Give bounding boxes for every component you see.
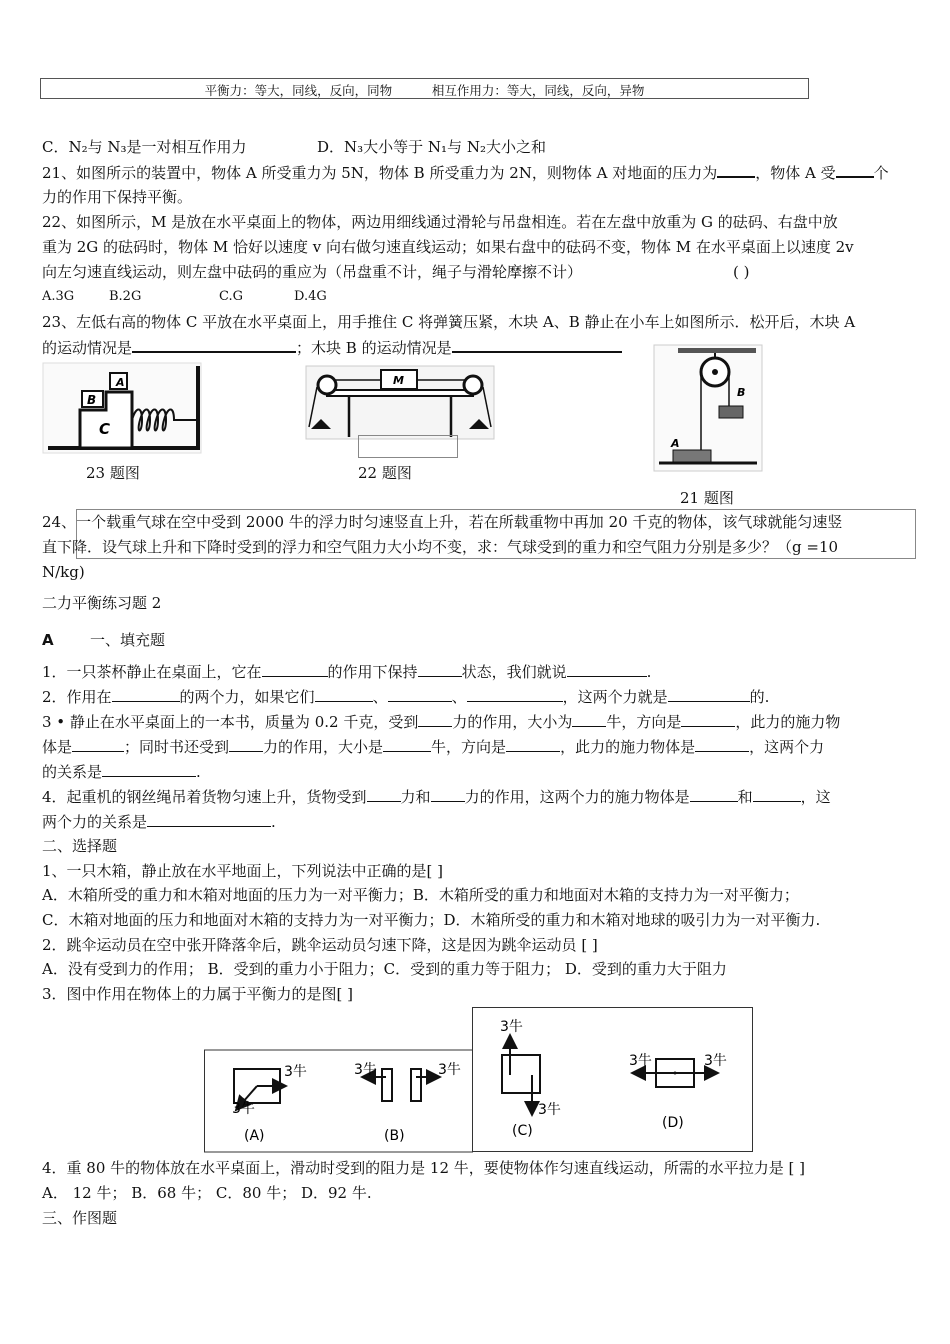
- q21-text-a: 21、如图所示的装置中，物体 A 所受重力为 5N，物体 B 所受重力为 2N，则物体 A 对地面的压力为: [42, 164, 718, 182]
- fill-q1-blank-3[interactable]: [567, 662, 647, 677]
- fill-q3-blank-7[interactable]: [506, 737, 560, 752]
- q23-text-b: ；木块 B 的运动情况是: [296, 339, 452, 357]
- fig23-label-a: A: [116, 376, 125, 389]
- fill-q1-blank-1[interactable]: [262, 662, 328, 677]
- fill-q3-text-g: 力的作用，大小是: [263, 738, 384, 756]
- q22-option-c: C.G: [219, 289, 244, 304]
- fill-q1-text-a: 1．一只茶杯静止在桌面上，它在: [42, 663, 262, 681]
- fig21-caption: 21 题图: [680, 489, 734, 507]
- q21-line1: [42, 162, 889, 183]
- fig22-pulley-left: [318, 376, 336, 394]
- fill-q3-blank-3[interactable]: [681, 712, 735, 727]
- fill-q4-line1: [42, 787, 831, 807]
- force-d-label-2: 3牛: [704, 1053, 727, 1069]
- q23-blank-a[interactable]: [132, 337, 296, 353]
- q20-option-d: D．N₃大小等于 N₁与 N₂大小之和: [317, 138, 546, 156]
- force-figure: [204, 1007, 754, 1153]
- force-c-label-2: 3牛: [538, 1102, 561, 1118]
- fill-q4-blank-2[interactable]: [431, 787, 465, 802]
- fill-q2-text-c: 、: [372, 688, 388, 706]
- fill-q3-blank-1[interactable]: [418, 712, 452, 727]
- q22-option-b: B.2G: [109, 289, 142, 304]
- choice-q1-ab: A．木箱所受的重力和木箱对地面的压力为一对平衡力；B．木箱所受的重力和地面对木箱的支持力为一对平衡力；: [42, 886, 799, 904]
- fig22-label-box: [358, 435, 458, 458]
- q21-blank-forces[interactable]: [836, 162, 874, 178]
- fill-q1-text-d: .: [646, 663, 652, 681]
- fill-q3-blank-9[interactable]: [102, 762, 196, 777]
- q22-bracket: ( ): [733, 263, 750, 281]
- choice-q4: 4．重 80 牛的物体放在水平桌面上，滑动时受到的阻力是 12 牛，要使物体作匀速直线运动，所需的水平拉力是 [ ]: [42, 1159, 806, 1177]
- fill-q3-blank-5[interactable]: [229, 737, 263, 752]
- fig23-label-b: B: [87, 393, 97, 407]
- fig22-pulley-right: [464, 376, 482, 394]
- fill-q4-blank-3[interactable]: [690, 787, 738, 802]
- fill-q1: [42, 662, 651, 682]
- force-d-label-1: 3牛: [629, 1053, 652, 1069]
- fill-q3-text-c: 牛，方向是: [606, 713, 682, 731]
- choice-q1: 1、一只木箱，静止放在水平地面上，下列说法中正确的是[ ]: [42, 862, 444, 880]
- fill-q4-blank-4[interactable]: [753, 787, 801, 802]
- fill-q2-blank-5[interactable]: [668, 687, 750, 702]
- fill-q3-line2: [42, 737, 824, 757]
- fill-q4-text-g: .: [271, 813, 276, 831]
- fig22-label-m: M: [393, 374, 404, 387]
- q21-blank-pressure[interactable]: [717, 162, 755, 178]
- fill-q3-line1: [42, 712, 840, 732]
- fill-q2-blank-4[interactable]: [467, 687, 563, 702]
- fill-q3-blank-4[interactable]: [72, 737, 124, 752]
- fill-q3-blank-8[interactable]: [695, 737, 749, 752]
- force-b-label-1: 3牛: [354, 1062, 377, 1078]
- fill-q2-blank-2[interactable]: [315, 687, 373, 702]
- fill-q4-text-e: ，这: [800, 788, 831, 806]
- force-a-label-1: 3牛: [284, 1064, 307, 1080]
- fill-q3-text-d: ，此力的施力物: [735, 713, 841, 731]
- q21-line2: 力的作用下保持平衡。: [42, 188, 193, 206]
- q22-line1: 22、如图所示，M 是放在水平桌面上的物体，两边用细线通过滑轮与吊盘相连。若在左盘中放重为 G 的砝码、右盘中放: [42, 213, 838, 231]
- fig21-label-a: A: [671, 437, 680, 450]
- choice-q2: 2．跳伞运动员在空中张开降落伞后，跳伞运动员匀速下降，这是因为跳伞运动员 [ ]: [42, 936, 598, 954]
- q22-line3: 向左匀速直线运动，则左盘中砝码的重应为（吊盘重不计，绳子与滑轮摩擦不计）: [42, 263, 583, 281]
- fill-q2-blank-1[interactable]: [112, 687, 180, 702]
- choice-title: 二、选择题: [42, 837, 118, 855]
- force-b-label-2: 3牛: [438, 1062, 461, 1078]
- fill-q4-blank-5[interactable]: [147, 812, 271, 827]
- fill-q1-blank-2[interactable]: [418, 662, 462, 677]
- q23-text-a: 的运动情况是: [42, 339, 133, 357]
- q24-line3: N/kg): [42, 563, 85, 581]
- q21-text-c: 个: [873, 164, 889, 182]
- part-a-letter: A: [42, 631, 54, 649]
- fill-q4-line2: [42, 812, 276, 832]
- fig21-block-b: [719, 406, 743, 418]
- fill-q3-text-f: ；同时书还受到: [124, 738, 230, 756]
- caption-d: (D): [662, 1115, 684, 1131]
- fill-q3-text-h: 牛，方向是: [431, 738, 507, 756]
- q22-line2: 重为 2G 的砝码时，物体 M 恰好以速度 v 向右做匀速直线运动；如果右盘中的砝码不变，物体 M 在水平桌面上以速度 2v: [42, 238, 854, 256]
- choice-q4-opts: A． 12 牛； B．68 牛； C．80 牛； D．92 牛.: [42, 1184, 372, 1202]
- fig21-block-a: [673, 450, 711, 462]
- q23-line1: 23、左低右高的物体 C 平放在水平桌面上，用手推住 C 将弹簧压紧，木块 A、B 静止在小车上如图所示．松开后，木块 A: [42, 313, 856, 331]
- fill-q4-blank-1[interactable]: [367, 787, 401, 802]
- caption-c: (C): [512, 1123, 533, 1139]
- choice-q2-opts: A．没有受到力的作用； B．受到的重力小于阻力；C．受到的重力等于阻力； D．受到的重力大于阻力: [42, 960, 727, 978]
- fill-q4-text-c: 力的作用，这两个力的施力物体是: [464, 788, 690, 806]
- section2-title: 二力平衡练习题 2: [42, 594, 162, 612]
- fill-q2: [42, 687, 769, 707]
- summary-box: [40, 78, 809, 99]
- q24-line2: 直下降．设气球上升和下降时受到的浮力和空气阻力大小均不变，求：气球受到的重力和空气阻力分别是多少？（g =10: [42, 538, 839, 556]
- section3-title: 三、作图题: [42, 1209, 118, 1227]
- figure-22: [305, 365, 495, 440]
- figure-23: [42, 362, 202, 454]
- caption-b: (B): [384, 1128, 405, 1144]
- fill-q3-text-a: 3 • 静止在水平桌面上的一本书，质量为 0.2 千克，受到: [42, 713, 419, 731]
- fig23-caption: 23 题图: [86, 464, 140, 482]
- q24-line1: 24、一个载重气球在空中受到 2000 牛的浮力时匀速竖直上升，若在所载重物中再加 20 千克的物体，该气球就能匀速竖: [42, 513, 843, 531]
- fill-q2-text-a: 2．作用在: [42, 688, 112, 706]
- fill-q3-line3: [42, 762, 201, 782]
- fill-q2-blank-3[interactable]: [388, 687, 452, 702]
- fill-q2-text-f: 的.: [749, 688, 770, 706]
- q22-option-d: D.4G: [294, 289, 327, 304]
- fig22-caption: 22 题图: [358, 464, 412, 482]
- figure-21: [653, 344, 763, 472]
- fill-q3-blank-6[interactable]: [383, 737, 431, 752]
- caption-a: (A): [244, 1128, 265, 1144]
- force-a-label-2: 3牛: [232, 1101, 255, 1117]
- choice-q1-cd: C．木箱对地面的压力和地面对木箱的支持力为一对平衡力；D．木箱所受的重力和木箱对地球的吸引力为一对平衡力.: [42, 911, 821, 929]
- force-c-label-1: 3牛: [500, 1019, 523, 1035]
- fill-q3-text-k: 的关系是: [42, 763, 103, 781]
- fill-q4-text-f: 两个力的关系是: [42, 813, 148, 831]
- fill-q1-text-c: 状态，我们就说: [461, 663, 567, 681]
- q23-blank-b[interactable]: [452, 337, 622, 353]
- fill-q3-text-j: ，这两个力: [749, 738, 825, 756]
- fill-q3-blank-2[interactable]: [572, 712, 606, 727]
- choice-q3: 3．图中作用在物体上的力属于平衡力的是图[ ]: [42, 985, 354, 1003]
- fill-q3-text-l: .: [196, 763, 201, 781]
- fig21-label-b: B: [737, 386, 746, 399]
- q20-option-c: C．N₂与 N₃是一对相互作用力: [42, 138, 247, 156]
- fill-q4-text-b: 力和: [400, 788, 431, 806]
- fill-q2-text-e: ，这两个力就是: [562, 688, 668, 706]
- fill-q1-text-b: 的作用下保持: [327, 663, 418, 681]
- fill-q2-text-d: 、: [451, 688, 467, 706]
- fig23-label-c: C: [99, 420, 111, 438]
- part-a-title: 一、填充题: [90, 631, 166, 649]
- fill-q4-text-a: 4．起重机的钢丝绳吊着货物匀速上升，货物受到: [42, 788, 367, 806]
- fill-q3-text-e: 体是: [42, 738, 73, 756]
- fill-q3-text-b: 力的作用，大小为: [452, 713, 573, 731]
- q23-line2: [42, 337, 622, 358]
- summary-text: 平衡力：等大，同线，反向，同物 相互作用力：等大，同线，反向，异物: [204, 83, 645, 98]
- fill-q2-text-b: 的两个力，如果它们: [179, 688, 315, 706]
- fill-q3-text-i: ，此力的施力物体是: [560, 738, 696, 756]
- q22-option-a: A.3G: [42, 289, 75, 304]
- fill-q4-text-d: 和: [737, 788, 753, 806]
- q21-text-b: ，物体 A 受: [755, 164, 836, 182]
